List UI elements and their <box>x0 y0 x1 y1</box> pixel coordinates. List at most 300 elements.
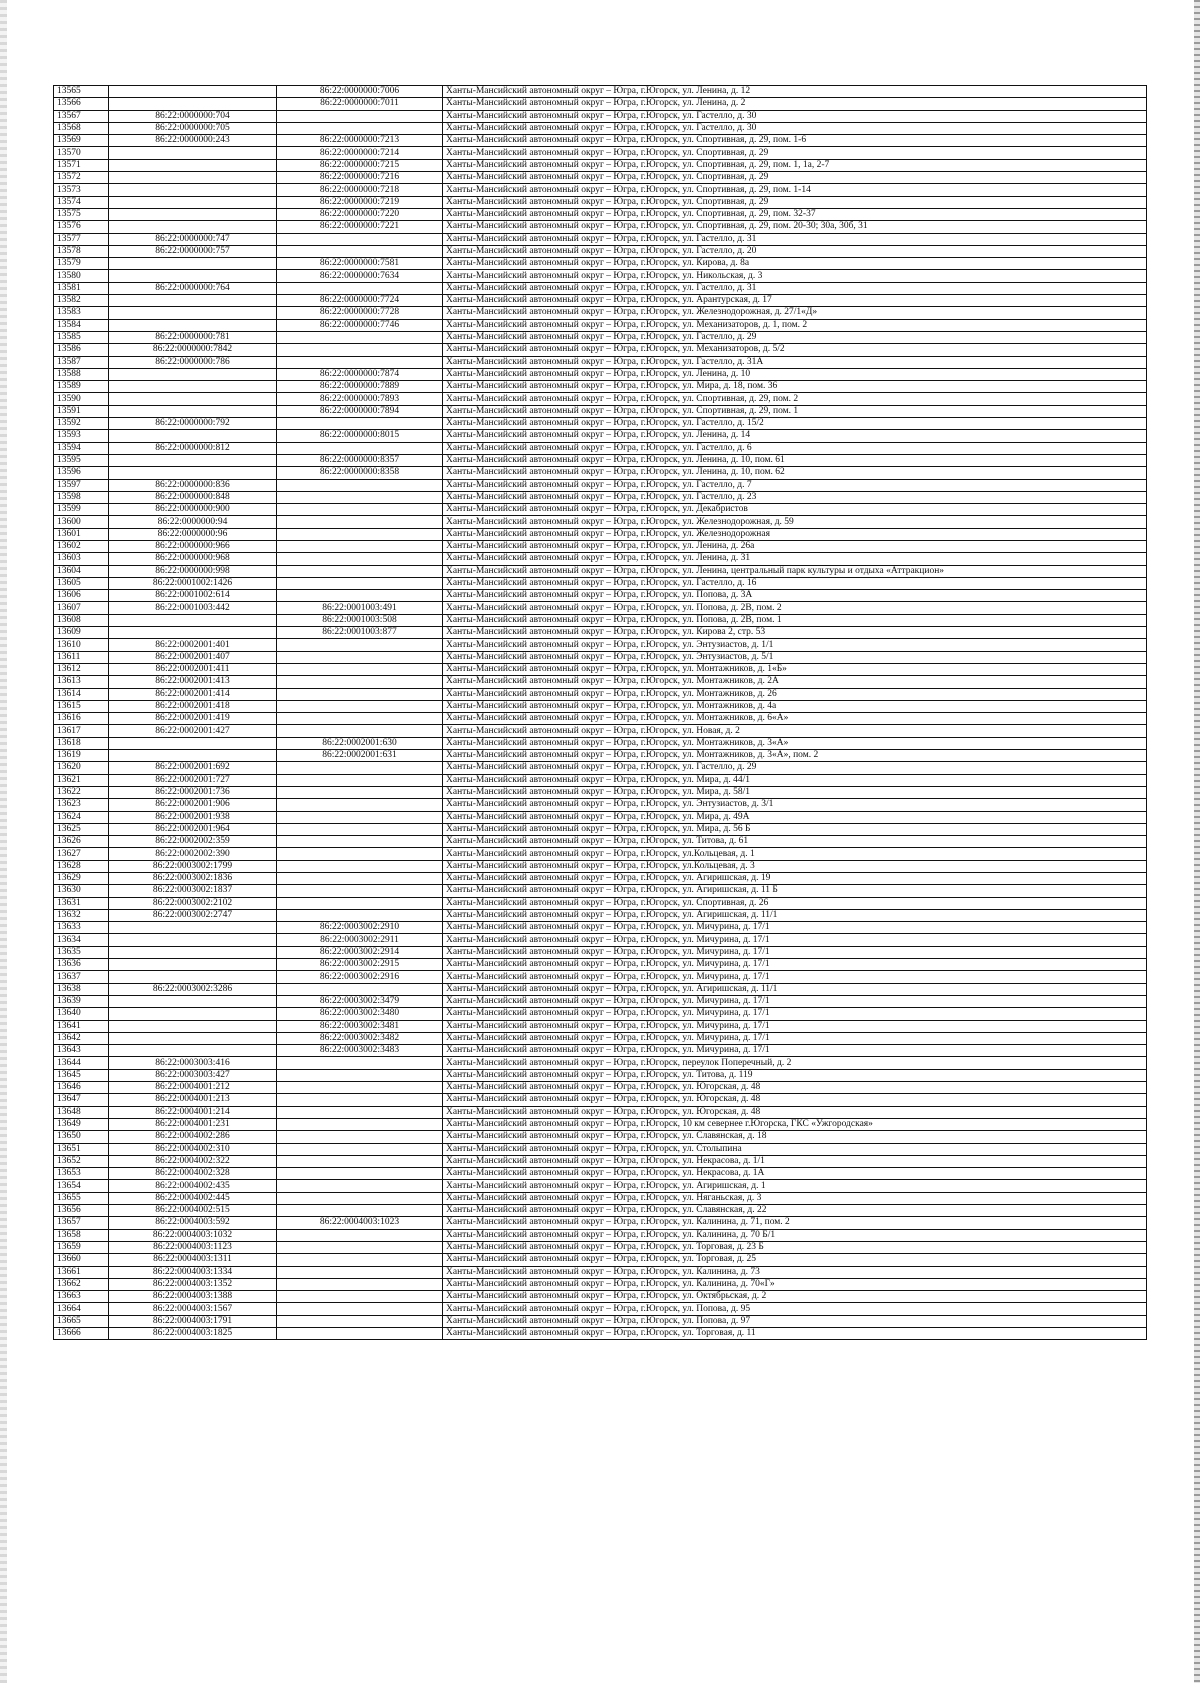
cadastral-number-cell: 86:22:0000000:812 <box>109 442 277 454</box>
cadastral-number-cell <box>109 971 277 983</box>
table-row <box>54 1168 1147 1180</box>
row-number-cell: 13635 <box>54 946 109 958</box>
row-number-cell: 13591 <box>54 405 109 417</box>
table-row <box>54 959 1147 971</box>
related-cadastral-number-cell: 86:22:0000000:7724 <box>277 295 443 307</box>
cadastral-number-cell <box>109 1008 277 1020</box>
table-row <box>54 442 1147 454</box>
address-cell: Ханты-Мансийский автономный округ – Югра, г.Югорск, ул. Попова, д. 2В, пом. 1 <box>443 614 1147 626</box>
cadastral-number-cell: 86:22:0004003:1825 <box>109 1327 277 1339</box>
table-row <box>54 774 1147 786</box>
related-cadastral-number-cell <box>277 811 443 823</box>
table-row <box>54 688 1147 700</box>
related-cadastral-number-cell: 86:22:0000000:7219 <box>277 196 443 208</box>
row-number-cell: 13573 <box>54 184 109 196</box>
related-cadastral-number-cell <box>277 1131 443 1143</box>
table-row <box>54 860 1147 872</box>
cadastral-number-cell: 86:22:0000000:764 <box>109 282 277 294</box>
address-cell: Ханты-Мансийский автономный округ – Югра, г.Югорск, ул. Гастелло, д. 7 <box>443 479 1147 491</box>
cadastral-number-cell <box>109 307 277 319</box>
address-cell: Ханты-Мансийский автономный округ – Югра, г.Югорск, ул. Калинина, д. 73 <box>443 1266 1147 1278</box>
row-number-cell: 13641 <box>54 1020 109 1032</box>
cadastral-number-cell: 86:22:0003003:427 <box>109 1069 277 1081</box>
table-row <box>54 762 1147 774</box>
cadastral-number-cell: 86:22:0002001:906 <box>109 799 277 811</box>
address-cell: Ханты-Мансийский автономный округ – Югра, г.Югорск, ул. Гастелло, д. 23 <box>443 491 1147 503</box>
related-cadastral-number-cell <box>277 1278 443 1290</box>
cadastral-number-cell: 86:22:0002001:414 <box>109 688 277 700</box>
address-cell: Ханты-Мансийский автономный округ – Югра, г.Югорск, ул. Спортивная, д. 29, пом. 2 <box>443 393 1147 405</box>
cadastral-number-cell: 86:22:0003002:3286 <box>109 983 277 995</box>
address-cell: Ханты-Мансийский автономный округ – Югра, г.Югорск, ул. Кирова, д. 8а <box>443 258 1147 270</box>
cadastral-number-cell: 86:22:0004003:1791 <box>109 1315 277 1327</box>
related-cadastral-number-cell <box>277 491 443 503</box>
cadastral-number-cell: 86:22:0004003:592 <box>109 1217 277 1229</box>
related-cadastral-number-cell <box>277 1118 443 1130</box>
table-body <box>54 86 1147 1340</box>
address-cell: Ханты-Мансийский автономный округ – Югра, г.Югорск, ул. Калинина, д. 70 Б/1 <box>443 1229 1147 1241</box>
related-cadastral-number-cell <box>277 1069 443 1081</box>
cadastral-number-cell: 86:22:0004003:1311 <box>109 1254 277 1266</box>
address-cell: Ханты-Мансийский автономный округ – Югра, г.Югорск, ул. Гастелло, д. 15/2 <box>443 418 1147 430</box>
row-number-cell: 13642 <box>54 1032 109 1044</box>
row-number-cell: 13628 <box>54 860 109 872</box>
address-cell: Ханты-Мансийский автономный округ – Югра, г.Югорск, ул. Агиришская, д. 11 Б <box>443 885 1147 897</box>
row-number-cell: 13633 <box>54 922 109 934</box>
related-cadastral-number-cell <box>277 700 443 712</box>
row-number-cell: 13601 <box>54 528 109 540</box>
related-cadastral-number-cell <box>277 110 443 122</box>
related-cadastral-number-cell <box>277 1266 443 1278</box>
cadastral-number-cell <box>109 1032 277 1044</box>
related-cadastral-number-cell: 86:22:0001003:491 <box>277 602 443 614</box>
address-cell: Ханты-Мансийский автономный округ – Югра, г.Югорск, ул. Мичурина, д. 17/1 <box>443 971 1147 983</box>
table-row <box>54 368 1147 380</box>
table-row <box>54 295 1147 307</box>
table-row <box>54 344 1147 356</box>
row-number-cell: 13645 <box>54 1069 109 1081</box>
row-number-cell: 13576 <box>54 221 109 233</box>
row-number-cell: 13660 <box>54 1254 109 1266</box>
row-number-cell: 13592 <box>54 418 109 430</box>
related-cadastral-number-cell <box>277 639 443 651</box>
table-row <box>54 909 1147 921</box>
cadastral-number-cell: 86:22:0000000:968 <box>109 553 277 565</box>
address-cell: Ханты-Мансийский автономный округ – Югра, г.Югорск, ул. Октябрьская, д. 2 <box>443 1291 1147 1303</box>
row-number-cell: 13602 <box>54 540 109 552</box>
related-cadastral-number-cell <box>277 1241 443 1253</box>
address-cell: Ханты-Мансийский автономный округ – Югра, г.Югорск, ул. Торговая, д. 25 <box>443 1254 1147 1266</box>
table-row <box>54 307 1147 319</box>
cadastral-number-cell: 86:22:0002002:390 <box>109 848 277 860</box>
related-cadastral-number-cell <box>277 233 443 245</box>
table-row <box>54 553 1147 565</box>
cadastral-number-cell: 86:22:0002002:359 <box>109 836 277 848</box>
row-number-cell: 13583 <box>54 307 109 319</box>
related-cadastral-number-cell: 86:22:0002001:631 <box>277 750 443 762</box>
address-cell: Ханты-Мансийский автономный округ – Югра, г.Югорск, ул. Попова, д. 95 <box>443 1303 1147 1315</box>
address-cell: Ханты-Мансийский автономный округ – Югра, г.Югорск, ул. Мичурина, д. 17/1 <box>443 922 1147 934</box>
address-cell: Ханты-Мансийский автономный округ – Югра, г.Югорск, ул. Калинина, д. 71, пом. 2 <box>443 1217 1147 1229</box>
address-cell: Ханты-Мансийский автономный округ – Югра, г.Югорск, ул. Югорская, д. 48 <box>443 1082 1147 1094</box>
table-row <box>54 1155 1147 1167</box>
table-row <box>54 627 1147 639</box>
address-cell: Ханты-Мансийский автономный округ – Югра, г.Югорск, ул. Няганьская, д. 3 <box>443 1192 1147 1204</box>
cadastral-number-cell: 86:22:0003003:416 <box>109 1057 277 1069</box>
table-row <box>54 122 1147 134</box>
related-cadastral-number-cell <box>277 590 443 602</box>
cadastral-number-cell: 86:22:0000000:94 <box>109 516 277 528</box>
cadastral-number-cell <box>109 405 277 417</box>
table-row <box>54 823 1147 835</box>
address-cell: Ханты-Мансийский автономный округ – Югра, г.Югорск, ул. Железнодорожная, д. 27/1«Д» <box>443 307 1147 319</box>
address-cell: Ханты-Мансийский автономный округ – Югра, г.Югорск, ул. Декабристов <box>443 504 1147 516</box>
related-cadastral-number-cell <box>277 122 443 134</box>
table-row <box>54 565 1147 577</box>
row-number-cell: 13620 <box>54 762 109 774</box>
cadastral-number-cell <box>109 467 277 479</box>
cadastral-number-cell: 86:22:0002001:427 <box>109 725 277 737</box>
address-cell: Ханты-Мансийский автономный округ – Югра, г.Югорск, ул. Попова, д. 3А <box>443 590 1147 602</box>
address-cell: Ханты-Мансийский автономный округ – Югра, г.Югорск, ул. Титова, д. 119 <box>443 1069 1147 1081</box>
cadastral-number-cell: 86:22:0004003:1352 <box>109 1278 277 1290</box>
address-cell: Ханты-Мансийский автономный округ – Югра, г.Югорск, ул. Гастелло, д. 31А <box>443 356 1147 368</box>
table-row <box>54 1266 1147 1278</box>
cadastral-number-cell: 86:22:0000000:966 <box>109 540 277 552</box>
address-cell: Ханты-Мансийский автономный округ – Югра, г.Югорск, ул. Славянская, д. 22 <box>443 1205 1147 1217</box>
cadastral-number-cell <box>109 368 277 380</box>
row-number-cell: 13566 <box>54 98 109 110</box>
address-cell: Ханты-Мансийский автономный округ – Югра, г.Югорск, ул. Кирова 2, стр. 53 <box>443 627 1147 639</box>
related-cadastral-number-cell: 86:22:0001003:508 <box>277 614 443 626</box>
address-cell: Ханты-Мансийский автономный округ – Югра, г.Югорск, ул. Ленина, д. 12 <box>443 86 1147 98</box>
cadastral-number-cell: 86:22:0003002:1837 <box>109 885 277 897</box>
row-number-cell: 13606 <box>54 590 109 602</box>
row-number-cell: 13638 <box>54 983 109 995</box>
row-number-cell: 13615 <box>54 700 109 712</box>
row-number-cell: 13655 <box>54 1192 109 1204</box>
address-cell: Ханты-Мансийский автономный округ – Югра, г.Югорск, ул. Ленина, д. 26а <box>443 540 1147 552</box>
address-cell: Ханты-Мансийский автономный округ – Югра, г.Югорск, ул. Агиришская, д. 19 <box>443 873 1147 885</box>
cadastral-number-cell <box>109 208 277 220</box>
cadastral-number-cell: 86:22:0004002:322 <box>109 1155 277 1167</box>
address-cell: Ханты-Мансийский автономный округ – Югра, г.Югорск, ул. Никольская, д. 3 <box>443 270 1147 282</box>
row-number-cell: 13626 <box>54 836 109 848</box>
cadastral-number-cell: 86:22:0004002:515 <box>109 1205 277 1217</box>
related-cadastral-number-cell <box>277 713 443 725</box>
row-number-cell: 13636 <box>54 959 109 971</box>
cadastral-table <box>53 85 1147 1340</box>
row-number-cell: 13653 <box>54 1168 109 1180</box>
table-row <box>54 504 1147 516</box>
related-cadastral-number-cell <box>277 504 443 516</box>
address-cell: Ханты-Мансийский автономный округ – Югра, г.Югорск, ул. Гастелло, д. 20 <box>443 245 1147 257</box>
table-row <box>54 848 1147 860</box>
cadastral-number-cell: 86:22:0000000:243 <box>109 135 277 147</box>
cadastral-number-cell <box>109 393 277 405</box>
cadastral-number-cell: 86:22:0001003:442 <box>109 602 277 614</box>
cadastral-number-cell: 86:22:0000000:757 <box>109 245 277 257</box>
address-cell: Ханты-Мансийский автономный округ – Югра, г.Югорск, ул. Югорская, д. 48 <box>443 1106 1147 1118</box>
cadastral-number-cell: 86:22:0000000:7842 <box>109 344 277 356</box>
address-cell: Ханты-Мансийский автономный округ – Югра, г.Югорск, ул. Гастелло, д. 30 <box>443 110 1147 122</box>
row-number-cell: 13586 <box>54 344 109 356</box>
address-cell: Ханты-Мансийский автономный округ – Югра, г.Югорск, ул. Агиришская, д. 11/1 <box>443 983 1147 995</box>
address-cell: Ханты-Мансийский автономный округ – Югра, г.Югорск, ул. Мира, д. 56 Б <box>443 823 1147 835</box>
cadastral-number-cell: 86:22:0000000:848 <box>109 491 277 503</box>
related-cadastral-number-cell <box>277 553 443 565</box>
row-number-cell: 13647 <box>54 1094 109 1106</box>
table-row <box>54 1094 1147 1106</box>
related-cadastral-number-cell: 86:22:0000000:8358 <box>277 467 443 479</box>
row-number-cell: 13578 <box>54 245 109 257</box>
table-row <box>54 946 1147 958</box>
related-cadastral-number-cell: 86:22:0000000:7220 <box>277 208 443 220</box>
row-number-cell: 13609 <box>54 627 109 639</box>
row-number-cell: 13614 <box>54 688 109 700</box>
scan-edge-right <box>1194 0 1200 1683</box>
related-cadastral-number-cell <box>277 1303 443 1315</box>
address-cell: Ханты-Мансийский автономный округ – Югра, г.Югорск, ул. Югорская, д. 48 <box>443 1094 1147 1106</box>
address-cell: Ханты-Мансийский автономный округ – Югра, г.Югорск, ул. Гастелло, д. 30 <box>443 122 1147 134</box>
row-number-cell: 13624 <box>54 811 109 823</box>
cadastral-number-cell: 86:22:0003002:1799 <box>109 860 277 872</box>
related-cadastral-number-cell <box>277 848 443 860</box>
cadastral-number-cell: 86:22:0000000:792 <box>109 418 277 430</box>
address-cell: Ханты-Мансийский автономный округ – Югра, г.Югорск, ул. Некрасова, д. 1/1 <box>443 1155 1147 1167</box>
related-cadastral-number-cell <box>277 873 443 885</box>
cadastral-number-cell: 86:22:0000000:786 <box>109 356 277 368</box>
address-cell: Ханты-Мансийский автономный округ – Югра, г.Югорск, ул. Спортивная, д. 26 <box>443 897 1147 909</box>
scan-edge-left <box>0 0 7 1683</box>
table-row <box>54 725 1147 737</box>
table-row <box>54 1315 1147 1327</box>
related-cadastral-number-cell <box>277 983 443 995</box>
table-row <box>54 577 1147 589</box>
table-row <box>54 1303 1147 1315</box>
related-cadastral-number-cell <box>277 331 443 343</box>
table-row <box>54 713 1147 725</box>
cadastral-number-cell: 86:22:0004002:328 <box>109 1168 277 1180</box>
table-row <box>54 995 1147 1007</box>
cadastral-number-cell <box>109 381 277 393</box>
address-cell: Ханты-Мансийский автономный округ – Югра, г.Югорск, ул. Гастелло, д. 6 <box>443 442 1147 454</box>
row-number-cell: 13629 <box>54 873 109 885</box>
address-cell: Ханты-Мансийский автономный округ – Югра, г.Югорск, ул. Спортивная, д. 29, пом. 1, 1а, 2-7 <box>443 159 1147 171</box>
row-number-cell: 13616 <box>54 713 109 725</box>
address-cell: Ханты-Мансийский автономный округ – Югра, г.Югорск, ул. Монтажников, д. 4а <box>443 700 1147 712</box>
row-number-cell: 13651 <box>54 1143 109 1155</box>
related-cadastral-number-cell: 86:22:0000000:8357 <box>277 454 443 466</box>
row-number-cell: 13589 <box>54 381 109 393</box>
cadastral-number-cell: 86:22:0002001:692 <box>109 762 277 774</box>
row-number-cell: 13666 <box>54 1327 109 1339</box>
address-cell: Ханты-Мансийский автономный округ – Югра, г.Югорск, ул. Ленина, д. 10, пом. 62 <box>443 467 1147 479</box>
related-cadastral-number-cell <box>277 418 443 430</box>
table-row <box>54 1008 1147 1020</box>
address-cell: Ханты-Мансийский автономный округ – Югра, г.Югорск, ул. Мичурина, д. 17/1 <box>443 934 1147 946</box>
cadastral-number-cell: 86:22:0003002:2102 <box>109 897 277 909</box>
row-number-cell: 13612 <box>54 663 109 675</box>
table-row <box>54 1192 1147 1204</box>
related-cadastral-number-cell: 86:22:0003002:3482 <box>277 1032 443 1044</box>
address-cell: Ханты-Мансийский автономный округ – Югра, г.Югорск, ул. Мичурина, д. 17/1 <box>443 995 1147 1007</box>
related-cadastral-number-cell: 86:22:0003002:3479 <box>277 995 443 1007</box>
table-row <box>54 282 1147 294</box>
table-row <box>54 331 1147 343</box>
cadastral-number-cell <box>109 995 277 1007</box>
row-number-cell: 13584 <box>54 319 109 331</box>
address-cell: Ханты-Мансийский автономный округ – Югра, г.Югорск, ул. Спортивная, д. 29, пом. 20-30; 30а, 30б, 31 <box>443 221 1147 233</box>
table-row <box>54 799 1147 811</box>
row-number-cell: 13644 <box>54 1057 109 1069</box>
related-cadastral-number-cell: 86:22:0002001:630 <box>277 737 443 749</box>
cadastral-number-cell: 86:22:0004001:212 <box>109 1082 277 1094</box>
cadastral-number-cell: 86:22:0000000:704 <box>109 110 277 122</box>
cadastral-number-cell: 86:22:0002001:411 <box>109 663 277 675</box>
table-row <box>54 1106 1147 1118</box>
table-row <box>54 1217 1147 1229</box>
address-cell: Ханты-Мансийский автономный округ – Югра, г.Югорск, ул. Монтажников, д. 1«Б» <box>443 663 1147 675</box>
address-cell: Ханты-Мансийский автономный округ – Югра, г.Югорск, ул. Ленина, д. 31 <box>443 553 1147 565</box>
table-row <box>54 873 1147 885</box>
table-row <box>54 430 1147 442</box>
table-row <box>54 1205 1147 1217</box>
related-cadastral-number-cell: 86:22:0000000:7218 <box>277 184 443 196</box>
table-row <box>54 651 1147 663</box>
cadastral-number-cell: 86:22:0002001:401 <box>109 639 277 651</box>
related-cadastral-number-cell <box>277 1155 443 1167</box>
row-number-cell: 13597 <box>54 479 109 491</box>
table-row <box>54 418 1147 430</box>
row-number-cell: 13610 <box>54 639 109 651</box>
address-cell: Ханты-Мансийский автономный округ – Югра, г.Югорск, ул. Мичурина, д. 17/1 <box>443 959 1147 971</box>
related-cadastral-number-cell <box>277 860 443 872</box>
table-row <box>54 971 1147 983</box>
row-number-cell: 13657 <box>54 1217 109 1229</box>
table-row <box>54 663 1147 675</box>
table-row <box>54 258 1147 270</box>
address-cell: Ханты-Мансийский автономный округ – Югра, г.Югорск, ул. Славянская, д. 18 <box>443 1131 1147 1143</box>
related-cadastral-number-cell <box>277 1315 443 1327</box>
table-row <box>54 590 1147 602</box>
address-cell: Ханты-Мансийский автономный округ – Югра, г.Югорск, ул. Монтажников, д. 3«А» <box>443 737 1147 749</box>
related-cadastral-number-cell: 86:22:0000000:7011 <box>277 98 443 110</box>
row-number-cell: 13594 <box>54 442 109 454</box>
row-number-cell: 13625 <box>54 823 109 835</box>
cadastral-number-cell <box>109 270 277 282</box>
cadastral-number-cell: 86:22:0004001:231 <box>109 1118 277 1130</box>
address-cell: Ханты-Мансийский автономный округ – Югра, г.Югорск, ул.Кольцевая, д. 1 <box>443 848 1147 860</box>
cadastral-number-cell: 86:22:0004002:310 <box>109 1143 277 1155</box>
table-row <box>54 356 1147 368</box>
row-number-cell: 13617 <box>54 725 109 737</box>
cadastral-number-cell: 86:22:0004002:435 <box>109 1180 277 1192</box>
address-cell: Ханты-Мансийский автономный округ – Югра, г.Югорск, ул. Мичурина, д. 17/1 <box>443 1020 1147 1032</box>
row-number-cell: 13607 <box>54 602 109 614</box>
related-cadastral-number-cell: 86:22:0004003:1023 <box>277 1217 443 1229</box>
cadastral-number-cell <box>109 454 277 466</box>
cadastral-number-cell <box>109 319 277 331</box>
cadastral-number-cell: 86:22:0002001:964 <box>109 823 277 835</box>
table-row <box>54 1057 1147 1069</box>
row-number-cell: 13618 <box>54 737 109 749</box>
related-cadastral-number-cell <box>277 1254 443 1266</box>
row-number-cell: 13595 <box>54 454 109 466</box>
table-row <box>54 245 1147 257</box>
table-row <box>54 1069 1147 1081</box>
related-cadastral-number-cell: 86:22:0001003:877 <box>277 627 443 639</box>
address-cell: Ханты-Мансийский автономный округ – Югра, г.Югорск, ул. Спортивная, д. 29, пом. 32-37 <box>443 208 1147 220</box>
table-row <box>54 1327 1147 1339</box>
related-cadastral-number-cell <box>277 577 443 589</box>
cadastral-number-cell: 86:22:0000000:836 <box>109 479 277 491</box>
cadastral-number-cell: 86:22:0004001:214 <box>109 1106 277 1118</box>
related-cadastral-number-cell <box>277 651 443 663</box>
table-row <box>54 540 1147 552</box>
related-cadastral-number-cell <box>277 516 443 528</box>
table-row <box>54 934 1147 946</box>
row-number-cell: 13649 <box>54 1118 109 1130</box>
row-number-cell: 13570 <box>54 147 109 159</box>
table-row <box>54 98 1147 110</box>
related-cadastral-number-cell <box>277 1057 443 1069</box>
cadastral-number-cell <box>109 98 277 110</box>
address-cell: Ханты-Мансийский автономный округ – Югра, г.Югорск, ул. Ленина, центральный парк культуры и отдыха «Аттракцион» <box>443 565 1147 577</box>
table-row <box>54 885 1147 897</box>
related-cadastral-number-cell <box>277 1082 443 1094</box>
address-cell: Ханты-Мансийский автономный округ – Югра, г.Югорск, ул. Гастелло, д. 31 <box>443 282 1147 294</box>
table-row <box>54 897 1147 909</box>
address-cell: Ханты-Мансийский автономный округ – Югра, г.Югорск, ул. Спортивная, д. 29 <box>443 147 1147 159</box>
cadastral-number-cell <box>109 295 277 307</box>
address-cell: Ханты-Мансийский автономный округ – Югра, г.Югорск, ул. Спортивная, д. 29, пом. 1-6 <box>443 135 1147 147</box>
address-cell: Ханты-Мансийский автономный округ – Югра, г.Югорск, ул. Мира, д. 49А <box>443 811 1147 823</box>
address-cell: Ханты-Мансийский автономный округ – Югра, г.Югорск, ул. Спортивная, д. 29 <box>443 172 1147 184</box>
row-number-cell: 13582 <box>54 295 109 307</box>
cadastral-number-cell: 86:22:0000000:96 <box>109 528 277 540</box>
row-number-cell: 13659 <box>54 1241 109 1253</box>
table-row <box>54 221 1147 233</box>
row-number-cell: 13621 <box>54 774 109 786</box>
cadastral-number-cell <box>109 147 277 159</box>
address-cell: Ханты-Мансийский автономный округ – Югра, г.Югорск, ул. Монтажников, д. 3«А», пом. 2 <box>443 750 1147 762</box>
row-number-cell: 13662 <box>54 1278 109 1290</box>
table-row <box>54 196 1147 208</box>
row-number-cell: 13640 <box>54 1008 109 1020</box>
address-cell: Ханты-Мансийский автономный округ – Югра, г.Югорск, ул. Мира, д. 44/1 <box>443 774 1147 786</box>
cadastral-number-cell <box>109 614 277 626</box>
cadastral-number-cell: 86:22:0000000:747 <box>109 233 277 245</box>
related-cadastral-number-cell <box>277 565 443 577</box>
related-cadastral-number-cell <box>277 676 443 688</box>
address-cell: Ханты-Мансийский автономный округ – Югра, г.Югорск, ул. Новая, д. 2 <box>443 725 1147 737</box>
row-number-cell: 13622 <box>54 786 109 798</box>
cadastral-number-cell <box>109 86 277 98</box>
address-cell: Ханты-Мансийский автономный округ – Югра, г.Югорск, ул. Мира, д. 18, пом. 36 <box>443 381 1147 393</box>
related-cadastral-number-cell: 86:22:0000000:7894 <box>277 405 443 417</box>
related-cadastral-number-cell <box>277 479 443 491</box>
row-number-cell: 13639 <box>54 995 109 1007</box>
table-row <box>54 1131 1147 1143</box>
table-row <box>54 1241 1147 1253</box>
table-row <box>54 270 1147 282</box>
cadastral-number-cell <box>109 737 277 749</box>
related-cadastral-number-cell: 86:22:0000000:8015 <box>277 430 443 442</box>
related-cadastral-number-cell <box>277 1106 443 1118</box>
row-number-cell: 13600 <box>54 516 109 528</box>
table-row <box>54 1118 1147 1130</box>
